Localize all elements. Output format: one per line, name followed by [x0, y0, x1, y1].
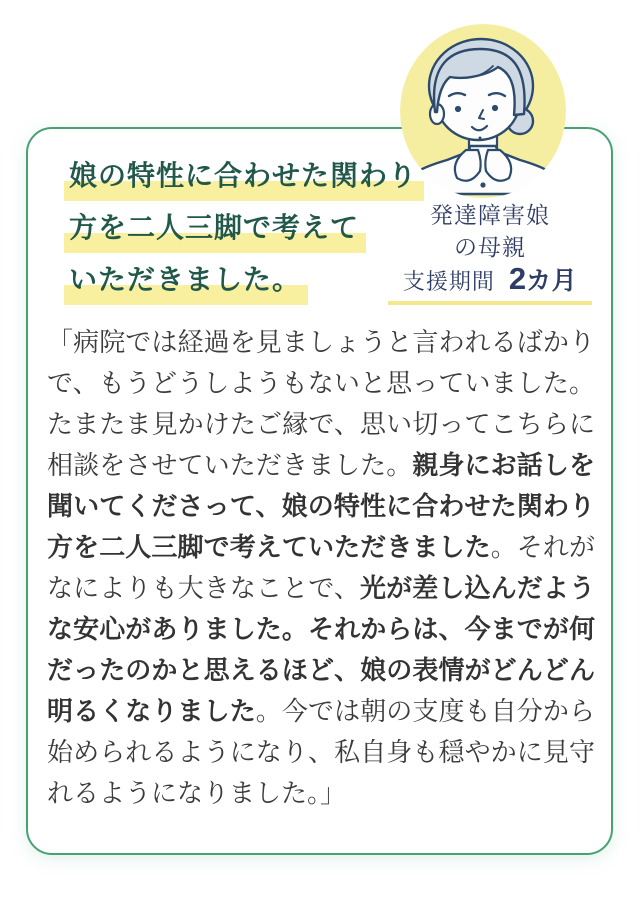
headline-line-2 [64, 210, 424, 253]
quote-segment: 。それがなによりも大きなことで、 [47, 532, 595, 603]
reviewer-role-line: の母親 [454, 234, 526, 260]
support-period [388, 261, 592, 305]
quote-segment: 「病院では経過を見ましょうと言われるばかりで、もうどうしようもないと思っていました。たまたま見かけたご縁で、思い切ってこちらに相談をさせていただきました。 [47, 327, 595, 480]
testimonial-quote [47, 322, 595, 814]
quote-segment: 。今では朝の支度も自分から始められるようになり、私自身も穏やかに見守れるようになりました。」 [47, 696, 595, 808]
avatar-chin-dot [479, 137, 482, 140]
quote-segment-bold: 光が差し込んだような安心がありました。それからは、今までが何だったのかと思えるほど、娘の表情がどんどん明るくなりました [47, 573, 595, 726]
reviewer-role-line: 発達障害娘 [430, 202, 550, 228]
avatar-eye-left [455, 106, 461, 112]
headline-highlighted-text: いただきました。 [64, 262, 308, 305]
headline-line-1 [64, 158, 424, 201]
support-period-number: 2 [508, 261, 527, 296]
mother-avatar-illustration [393, 22, 573, 202]
testimonial-headline [64, 158, 424, 314]
avatar-shirt-button [480, 182, 485, 187]
reviewer-role [390, 199, 590, 263]
headline-highlighted-text: 方を二人三脚で考えて [64, 210, 366, 253]
support-period-label: 支援期間 [402, 269, 495, 294]
avatar-eye-right [492, 105, 498, 111]
support-period-unit: カ月 [526, 267, 578, 295]
quote-segment-bold: 親身にお話しを聞いてくださって、娘の特性に合わせた関わり方を二人三脚で考えていただきました [47, 450, 595, 562]
headline-line-3 [64, 262, 424, 305]
headline-highlighted-text: 娘の特性に合わせた関わり [64, 158, 424, 201]
